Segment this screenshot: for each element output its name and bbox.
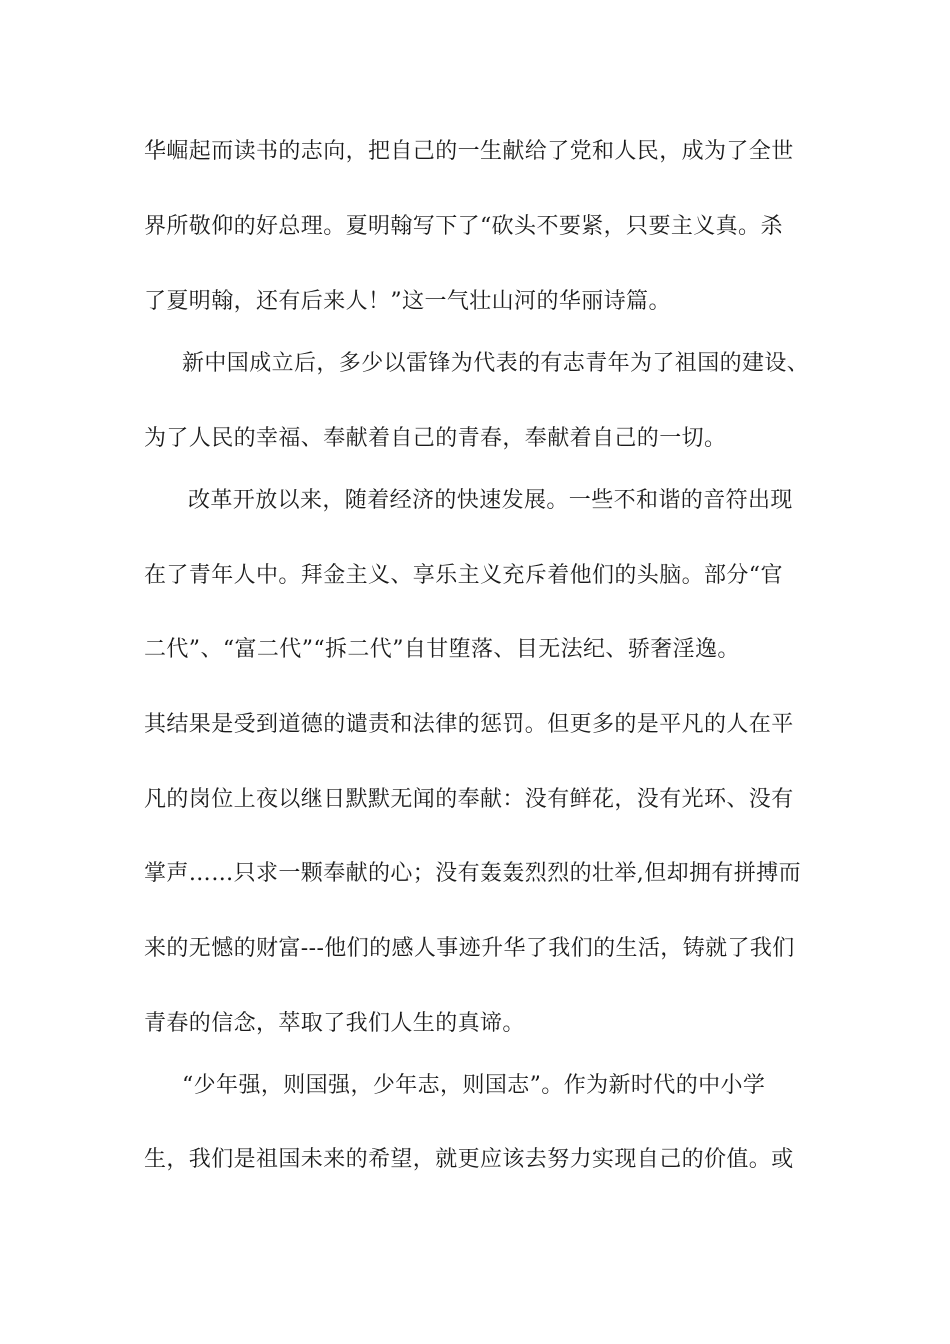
text-line-3: 了夏明翰，还有后来人！”这一气壮山河的华丽诗篇。: [144, 289, 671, 314]
text-line-7: 在了青年人中。拜金主义、享乐主义充斥着他们的头脑。部分“官: [144, 563, 783, 588]
text-line-13: 青春的信念，萃取了我们人生的真谛。: [144, 1011, 525, 1036]
text-line-5: 为了人民的幸福、奉献着自己的青春，奉献着自己的一切。: [144, 426, 727, 451]
paragraph-start-line: 新中国成立后，多少以雷锋为代表的有志青年为了祖国的建设、: [182, 351, 810, 376]
text-line-12: 来的无憾的财富---他们的感人事迹升华了我们的生活，铸就了我们: [144, 936, 795, 961]
text-line-8: 二代”、“富二代”“拆二代”自甘堕落、目无法纪、骄奢淫逸。: [144, 637, 740, 662]
text-line-1: 华崛起而读书的志向，把自己的一生献给了党和人民，成为了全世: [144, 139, 794, 164]
text-line-2: 界所敬仰的好总理。夏明翰写下了“砍头不要紧，只要主义真。杀: [144, 214, 783, 239]
text-line-9: 其结果是受到道德的谴责和法律的惩罚。但更多的是平凡的人在平: [144, 712, 794, 737]
text-line-10: 凡的岗位上夜以继日默默无闻的奉献：没有鲜花，没有光环、没有: [144, 787, 794, 812]
text-line-15: 生，我们是祖国未来的希望，就更应该去努力实现自己的价值。或: [144, 1147, 794, 1172]
paragraph-start-line: “少年强，则国强，少年志，则国志”。作为新时代的中小学: [182, 1073, 766, 1098]
text-line-11: 掌声……只求一颗奉献的心；没有轰轰烈烈的壮举,但却拥有拼搏而: [144, 861, 801, 886]
paragraph-start-line: 改革开放以来，随着经济的快速发展。一些不和谐的音符出现: [188, 488, 793, 513]
